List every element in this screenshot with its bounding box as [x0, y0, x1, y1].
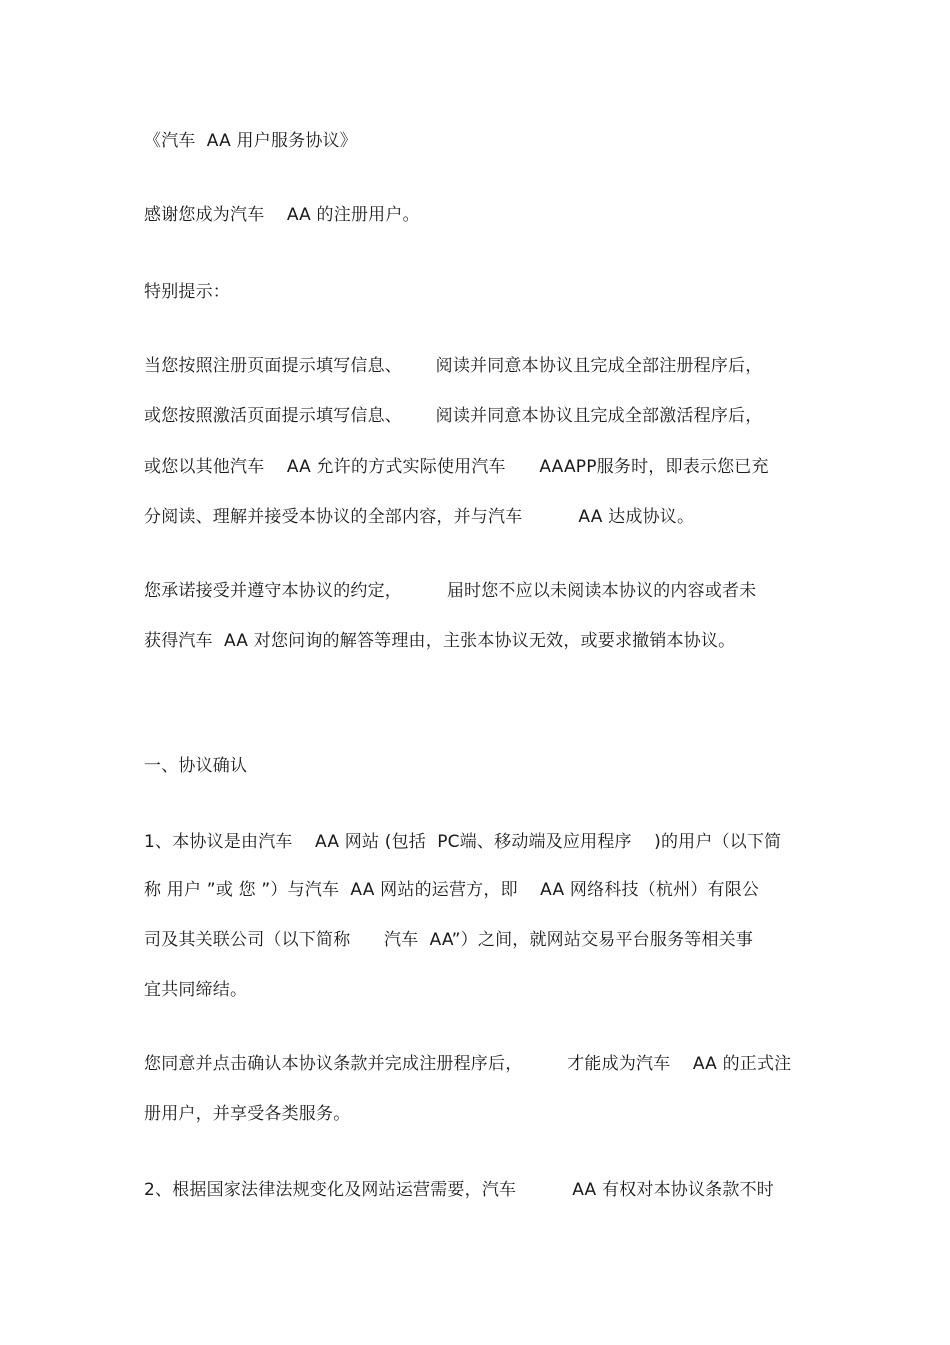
paragraph-line: 2、根据国家法律法规变化及网站运营需要，汽车 AA 有权对本协议条款不时: [144, 1180, 774, 1200]
paragraph-line: 司及其关联公司（以下简称 汽车 AA”）之间，就网站交易平台服务等相关事: [144, 930, 754, 950]
paragraph-line: 或您以其他汽车 AA 允许的方式实际使用汽车 AAAPP服务时，即表示您已充: [144, 457, 769, 477]
paragraph-line: 或您按照激活页面提示填写信息、 阅读并同意本协议且完成全部激活程序后，: [144, 406, 763, 426]
section-heading: 特别提示：: [144, 282, 230, 302]
paragraph-line: 您同意并点击确认本协议条款并完成注册程序后， 才能成为汽车 AA 的正式注: [144, 1054, 792, 1074]
paragraph-line: 宜共同缔结。: [144, 980, 248, 1000]
paragraph-line: 分阅读、理解并接受本协议的全部内容，并与汽车 AA 达成协议。: [144, 507, 695, 527]
paragraph-line: 当您按照注册页面提示填写信息、 阅读并同意本协议且完成全部注册程序后，: [144, 356, 763, 376]
paragraph-line: 感谢您成为汽车 AA 的注册用户。: [144, 205, 420, 225]
paragraph-line: 册用户，并享受各类服务。: [144, 1104, 351, 1124]
section-heading: 一、协议确认: [144, 756, 248, 776]
paragraph-line: 您承诺接受并遵守本协议的约定， 届时您不应以未阅读本协议的内容或者未: [144, 581, 757, 601]
paragraph-line: 1、本协议是由汽车 AA 网站 (包括 PC端、移动端及应用程序 )的用户（以下简: [144, 832, 782, 852]
document-title: 《汽车 AA 用户服务协议》: [144, 131, 357, 151]
paragraph-line: 称 用户 ”或 您 ”）与汽车 AA 网站的运营方，即 AA 网络科技（杭州）有限公: [144, 880, 760, 900]
paragraph-line: 获得汽车 AA 对您问询的解答等理由，主张本协议无效，或要求撤销本协议。: [144, 631, 736, 651]
